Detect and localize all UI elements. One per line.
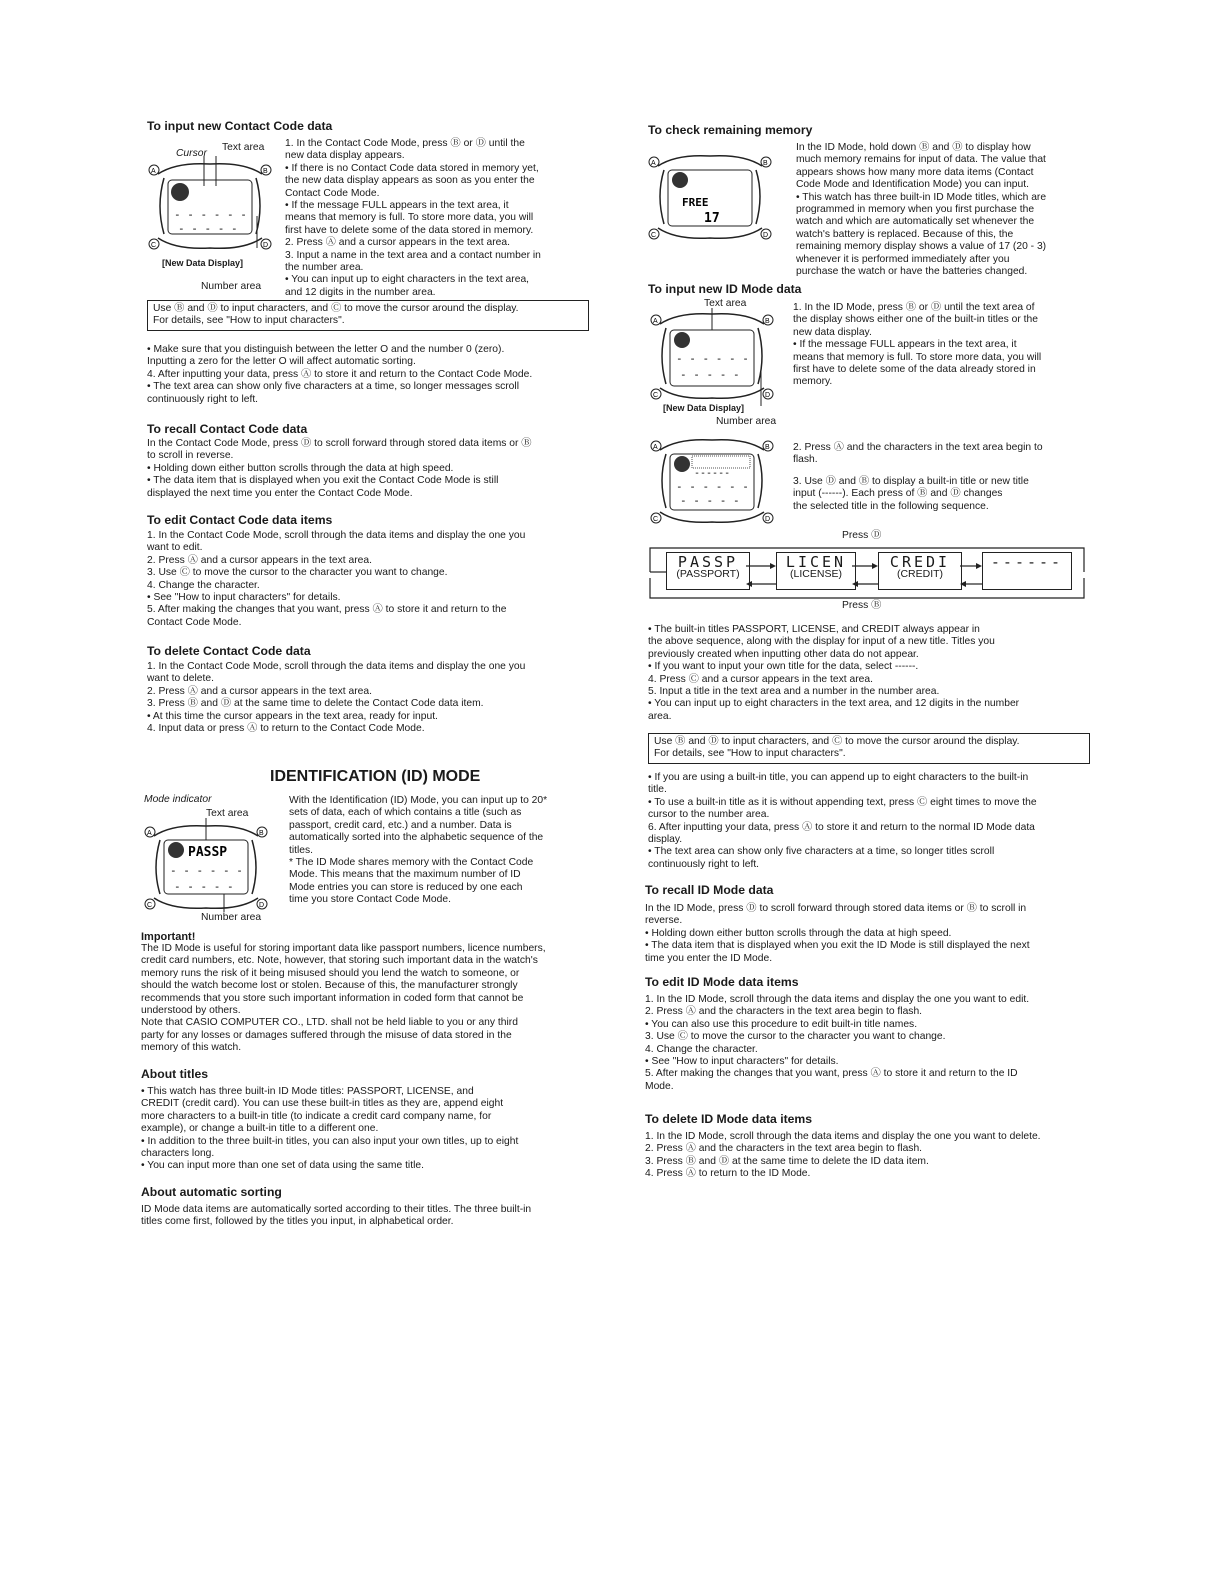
about-sorting-body: ID Mode data items are automatically sorted according to their titles. The three built-in titles come first, followed by the titles you input, in alphabetical order. [141, 1204, 532, 1228]
delete-contact-body: 1. In the Contact Code Mode, scroll through the data items and display the one you want to delete. 2. Press Ⓐ and a cursor appears in the text area. 3. Press Ⓑ and Ⓓ at the same time to delete the Contact Code data item. • At this time the cursor appears in the text area, ready for input. 4. Input data or press Ⓐ to return to the Contact Code Mode. [147, 661, 526, 735]
cursor-label: Cursor [176, 148, 207, 159]
input-new-id-step3: 3. Use Ⓓ and Ⓑ to display a built-in title or new title input (------). Each press of Ⓑ and Ⓓ changes the selected title in the following sequence. [793, 476, 1029, 512]
watch-id-mode-figure [142, 818, 270, 916]
recall-id-body: In the ID Mode, press Ⓓ to scroll forward through stored data items or Ⓑ to scroll in reverse. • Holding down either button scrolls through the data at high speed. • The data item that is displayed when you exit the ID Mode is still displayed the next time you enter the ID Mode. [645, 903, 1030, 964]
press-d-label: Press Ⓓ [842, 530, 882, 541]
free-lcd-text: FREE [682, 196, 709, 209]
text-area-label: Text area [222, 142, 265, 153]
heading-edit-contact: To edit Contact Code data items [147, 513, 333, 527]
id-mode-body: With the Identification (ID) Mode, you can input up to 20* sets of data, each of which contains a title (such as passport, credit card, etc.) and a number. Data is automatically sorted into the alphabetic sequence of the titles. * The ID Mode shares memory with the Contact Code Mode. This means that the maximum number of ID Mode entries you can store is reduced by one each time you store Contact Code Mode. [289, 795, 548, 906]
watch-new-id-data-figure [648, 308, 776, 406]
svg-text:B: B [259, 830, 264, 837]
about-titles-body: • This watch has three built-in ID Mode titles: PASSPORT, LICENSE, and CREDIT (credit card). You can use these built-in titles as they are, append eight more characters to a built-in title (to indicate a credit card company name, for example), or change a built-in title to a different one. • In addition to the three built-in titles, you can also input your own titles, up to eight characters long. • You can input more than one set of data using the same title. [141, 1086, 519, 1172]
svg-text:D: D [765, 392, 771, 399]
input-characters-note: Use Ⓑ and Ⓓ to input characters, and Ⓒ to move the cursor around the display. For details, see "How to input characters". [147, 300, 589, 331]
id-new-data-display-caption: [New Data Display] [663, 403, 745, 413]
svg-text:D: D [263, 242, 269, 249]
sequence-credit-label: (CREDIT) [896, 568, 944, 581]
svg-text:B: B [263, 168, 268, 175]
heading-important: Important! [141, 931, 196, 943]
svg-text:B: B [765, 444, 770, 451]
number-area-label: Number area [201, 281, 262, 292]
id-number-area-label: Number area [201, 912, 262, 923]
svg-text:A: A [653, 318, 658, 325]
watch-flashing-title-figure [648, 436, 776, 526]
svg-text:C: C [151, 242, 157, 249]
watch-free-memory-figure [646, 150, 774, 242]
svg-text:A: A [651, 160, 656, 167]
id-input-text-area-label: Text area [704, 298, 747, 309]
svg-text:B: B [763, 160, 768, 167]
sequence-credit-box [878, 552, 962, 590]
heading-recall-id: To recall ID Mode data [645, 883, 774, 897]
sequence-new-title-lcd: ------ [990, 553, 1064, 571]
input-new-id-after-sequence: • The built-in titles PASSPORT, LICENSE, and CREDIT always appear in the above sequence, along with the display for input of a new title. Titles you previously created when inputting other data do not appear. • If you want to input your own title for the data, select ------. 4. Press Ⓒ and a cursor appears in the text area. 5. Input a title in the text area and a number in the number area. • You can input up to eight characters in the text area, and 12 digits in the number area. [648, 624, 1020, 722]
id-mode-title: IDENTIFICATION (ID) MODE [270, 768, 481, 785]
svg-text:A: A [653, 444, 658, 451]
sequence-passport-box [666, 552, 750, 590]
heading-about-titles: About titles [141, 1067, 209, 1081]
heading-check-memory: To check remaining memory [648, 123, 813, 137]
heading-delete-contact: To delete Contact Code data [147, 644, 311, 658]
check-memory-body: In the ID Mode, hold down Ⓑ and Ⓓ to display how much memory remains for input of data. The value that appears shows how many more data items (Contact Code Mode and Identification Mode) you can input. • This watch has three built-in ID Mode titles, which are programmed in memory when you first purchase the watch and which are automatically set whenever the watch's battery is replaced. Because of this, the remaining memory display shows a value of 17 (20 - 3) whenever it is performed immediately after you purchase the watch or have the batteries changed. [796, 142, 1047, 278]
heading-input-new-id: To input new ID Mode data [648, 282, 802, 296]
sequence-license-box [776, 552, 856, 590]
input-new-id-after-note: • If you are using a built-in title, you can append up to eight characters to the built-in title. • To use a built-in title as it is without appending text, press Ⓒ eight times to move the cursor to the number area. 6. After inputting your data, press Ⓐ to store it and return to the normal ID Mode data display. • The text area can show only five characters at a time, so longer titles scroll continuously right to left. [648, 772, 1037, 870]
edit-contact-body: 1. In the Contact Code Mode, scroll through the data items and display the one you want to edit. 2. Press Ⓐ and a cursor appears in the text area. 3. Use Ⓒ to move the cursor to the character you want to change. 4. Change the character. • See "How to input characters" for details. 5. After making the changes that you want, press Ⓐ to store it and return to the Contact Code Mode. [147, 530, 526, 628]
heading-input-new-contact: To input new Contact Code data [147, 119, 333, 133]
important-body: The ID Mode is useful for storing important data like passport numbers, licence numbers, credit card numbers, etc. Note, however, that storing such important data in the watch's memory runs the risk of it being misused should you lend the watch to someone, or should the watch become lost or stolen. Because of this, the manufacturer strongly recommends that you store such important information in coded form that cannot be understood by others. Note that CASIO COMPUTER CO., LTD. shall not be held liable to you or any third party for any losses or damages suffered through the misuse of data stored in the memory of this watch. [141, 943, 546, 1054]
svg-text:- - - - -: - - - - - [680, 368, 740, 381]
svg-text:D: D [259, 902, 265, 909]
id-text-area-label: Text area [206, 808, 249, 819]
sequence-new-title-box [982, 552, 1072, 590]
svg-text:- - - - - -: - - - - - - [174, 208, 247, 221]
watch-new-data-display-figure [146, 156, 274, 256]
edit-id-body: 1. In the ID Mode, scroll through the data items and display the one you want to edit. 2. Press Ⓐ and the characters in the text area begin to flash. • You can also use this procedure to edit built-in title names. 3. Use Ⓒ to move the cursor to the character you want to change. 4. Change the character. • See "How to input characters" for details. 5. After making the changes that you want, press Ⓐ to store it and return to the ID Mode. [645, 994, 1030, 1092]
free-memory-count: 17 [704, 211, 720, 226]
mode-indicator-label: Mode indicator [144, 794, 212, 805]
svg-text:D: D [763, 232, 769, 239]
svg-text:C: C [147, 902, 153, 909]
sequence-passport-label: (PASSPORT) [676, 568, 740, 581]
heading-delete-id: To delete ID Mode data items [645, 1112, 813, 1126]
svg-text:- - - - - -: - - - - - - [170, 864, 243, 877]
svg-text:- - - - - -: - - - - - - [676, 352, 749, 365]
input-new-contact-steps: 1. In the Contact Code Mode, press Ⓑ or Ⓓ until the new data display appears. • If there is no Contact Code data stored in memory yet, the new data display appears as soon as you enter the Contact Code Mode. • If the message FULL appears in the text area, it means that memory is full. To store more data, you will first have to delete some of the data stored in memory. 2. Press Ⓐ and a cursor appears in the text area. 3. Input a name in the text area and a contact number in the number area. • You can input up to eight characters in the text area, and 12 digits in the number area. [285, 138, 541, 298]
svg-text:A: A [147, 830, 152, 837]
recall-contact-body: In the Contact Code Mode, press Ⓓ to scroll forward through stored data items or Ⓑ to scroll in reverse. • Holding down either button scrolls through the data at high speed. • The data item that is displayed when you exit the Contact Code Mode is still displayed the next time you enter the Contact Code Mode. [147, 438, 532, 499]
svg-text:D: D [765, 516, 771, 523]
svg-text:A: A [151, 168, 156, 175]
input-new-id-steps1: 1. In the ID Mode, press Ⓑ or Ⓓ until the text area of the display shows either one of the built-in titles or the new data display. • If the message FULL appears in the text area, it means that memory is full. To store more data, you will first have to delete some of the data already stored in memory. [793, 302, 1042, 388]
svg-text:C: C [653, 516, 659, 523]
sequence-license-lcd: LICEN [785, 553, 847, 571]
svg-text:------: ------ [694, 468, 731, 479]
id-input-characters-note: Use Ⓑ and Ⓓ to input characters, and Ⓒ to move the cursor around the display. For details, see "How to input characters". [648, 733, 1090, 764]
id-mode-lcd-text: PASSP [188, 845, 228, 860]
sequence-license-label: (LICENSE) [790, 568, 842, 581]
input-new-contact-after: • Make sure that you distinguish between the letter O and the number 0 (zero). Inputting a zero for the letter O will affect automatic sorting. 4. After inputting your data, press Ⓐ to store it and return to the Contact Code Mode. • The text area can show only five characters at a time, so longer messages scroll continuously right to left. [147, 344, 533, 405]
svg-text:- - - - -: - - - - - [680, 494, 740, 507]
delete-id-body: 1. In the ID Mode, scroll through the data items and display the one you want to delete. 2. Press Ⓐ and the characters in the text area begin to flash. 3. Press Ⓑ and Ⓓ at the same time to delete the ID data item. 4. Press Ⓐ to return to the ID Mode. [645, 1131, 1041, 1180]
svg-text:C: C [651, 232, 657, 239]
sequence-passport-lcd: PASSP [677, 553, 739, 571]
heading-recall-contact: To recall Contact Code data [147, 422, 308, 436]
svg-text:C: C [653, 392, 659, 399]
id-input-number-area-label: Number area [716, 416, 777, 427]
new-data-display-caption: [New Data Display] [162, 258, 244, 268]
input-new-id-step2: 2. Press Ⓐ and the characters in the text area begin to flash. [793, 442, 1043, 466]
sequence-credit-lcd: CREDI [889, 553, 951, 571]
heading-edit-id: To edit ID Mode data items [645, 975, 799, 989]
svg-text:- - - - - -: - - - - - - [676, 480, 749, 493]
heading-about-sorting: About automatic sorting [141, 1185, 282, 1199]
svg-text:- - - - -: - - - - - [178, 222, 238, 235]
press-b-label: Press Ⓑ [842, 600, 882, 611]
svg-text:- - - - -: - - - - - [174, 880, 234, 893]
svg-text:B: B [765, 318, 770, 325]
